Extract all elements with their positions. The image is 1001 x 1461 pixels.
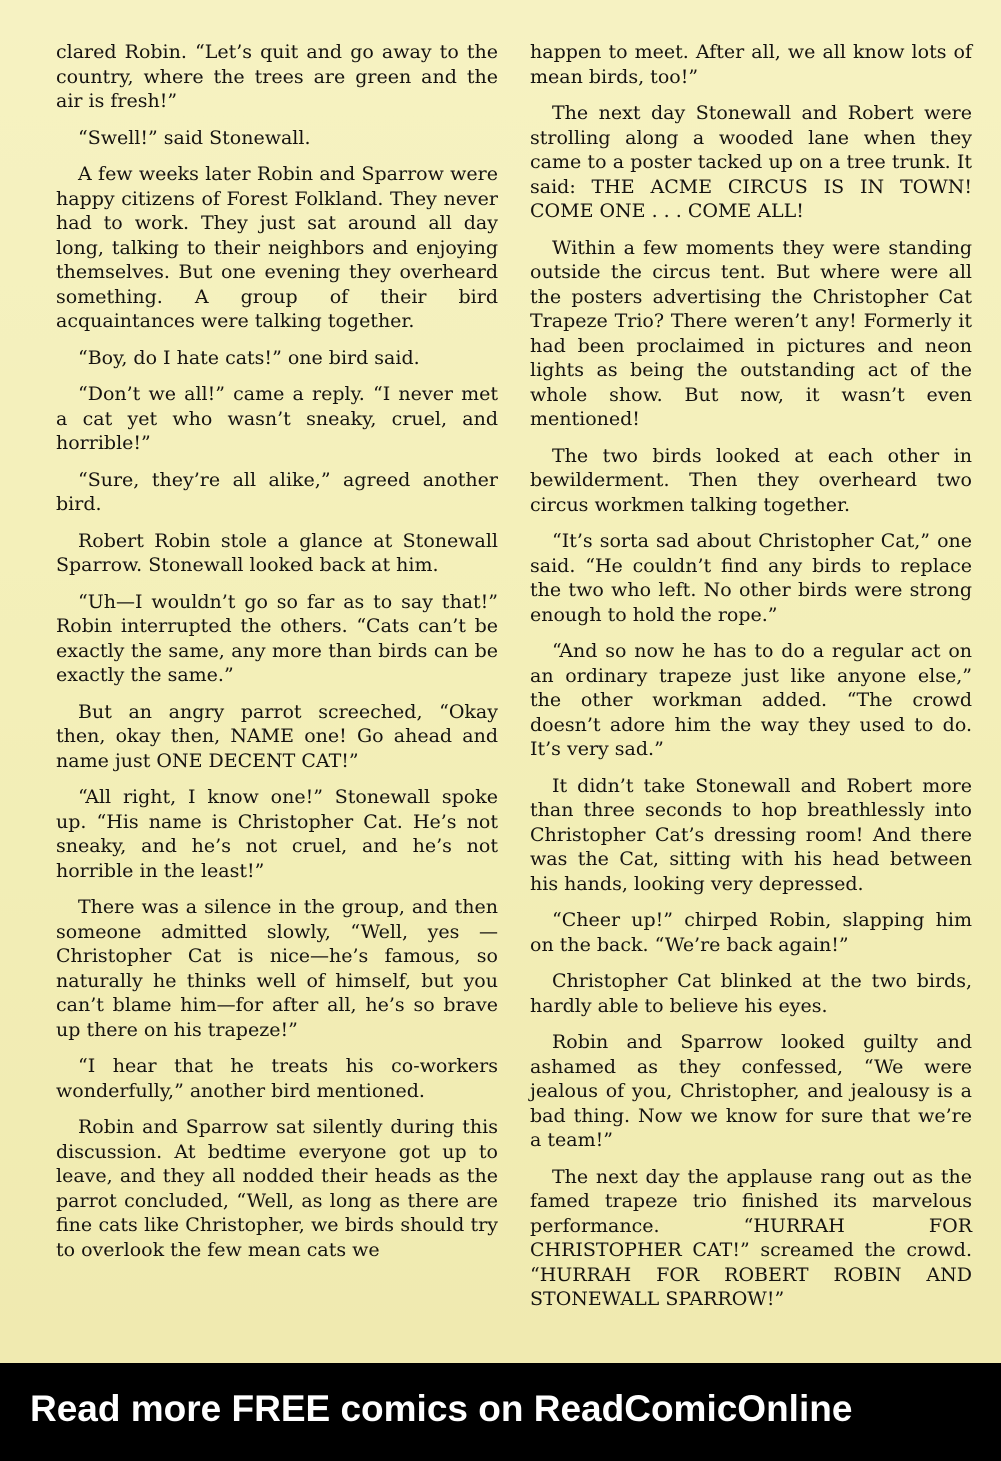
story-paragraph: “Don’t we all!” came a reply. “I never met a cat yet who wasn’t sneaky, cruel, and horrible!”	[56, 383, 498, 454]
story-paragraph: Christopher Cat blinked at the two birds, hardly able to believe his eyes.	[530, 970, 972, 1017]
story-paragraph: Robin and Sparrow looked guilty and ashamed as they confessed, “We were jealous of you, Christopher, and jealousy is a bad thing. Now we know for sure that we’re a team!”	[530, 1031, 972, 1151]
story-paragraph: The next day Stonewall and Robert were strolling along a wooded lane when they came to a poster tacked up on a tree trunk. It said: THE ACME CIRCUS IS IN TOWN! COME ONE . . . COME ALL!	[530, 102, 972, 222]
story-paragraph: A few weeks later Robin and Sparrow were happy citizens of Forest Folkland. They never had to work. They just sat around all day long, talking to their neighbors and enjoying themselves. But one evening they overheard something. A group of their bird acquaintances were talking together.	[56, 163, 498, 332]
promo-banner-text[interactable]: Read more FREE comics on ReadComicOnline	[30, 1388, 853, 1429]
story-paragraph: But an angry parrot screeched, “Okay then, okay then, NAME one! Go ahead and name just ONE DECENT CAT!”	[56, 700, 498, 772]
story-paragraph: “I hear that he treats his co-workers wonderfully,” another bird mentioned.	[56, 1055, 498, 1102]
story-paragraph: “It’s sorta sad about Christopher Cat,” one said. “He couldn’t find any birds to replace the two who left. No other birds were strong enough to hold the rope.”	[530, 530, 972, 626]
story-paragraph: The next day the applause rang out as the famed trapeze trio finished its marvelous performance. “HURRAH FOR CHRISTOPHER CAT!” screamed the crowd. “HURRAH FOR ROBERT ROBIN AND STONEWALL SPARROW!”	[530, 1165, 972, 1310]
story-paragraph: Within a few moments they were standing outside the circus tent. But where were all the posters advertising the Christopher Cat Trapeze Trio? There weren’t any! Formerly it had been proclaimed in pictures and neon lights as being the outstanding act of the whole show. But now, it wasn’t even mentioned!	[530, 236, 972, 430]
story-paragraph: clared Robin. “Let’s quit and go away to the country, where the trees are green and the air is fresh!”	[56, 41, 498, 112]
story-paragraph: “And so now he has to do a regular act on an ordinary trapeze just like anyone else,” the other workman added. “The crowd doesn’t adore him the way they used to do. It’s very sad.”	[530, 640, 972, 760]
story-paragraph: The two birds looked at each other in bewilderment. Then they overheard two circus workmen talking together.	[530, 444, 972, 516]
story-paragraph: Robin and Sparrow sat silently during this discussion. At bedtime everyone got up to leave, and they all nodded their heads as the parrot concluded, “Well, as long as there are fine cats like Christopher, we birds should try to overlook the few mean cats we	[56, 1116, 498, 1261]
left-text-column	[56, 40, 498, 1274]
story-paragraph: “Cheer up!” chirped Robin, slapping him on the back. “We’re back again!”	[530, 909, 972, 956]
story-paragraph: Robert Robin stole a glance at Stonewall Sparrow. Stonewall looked back at him.	[56, 529, 498, 576]
story-paragraph: It didn’t take Stonewall and Robert more than three seconds to hop breathlessly into Christopher Cat’s dressing room! And there was the Cat, sitting with his head between his hands, looking very depressed.	[530, 774, 972, 895]
story-paragraph: There was a silence in the group, and then someone admitted slowly, “Well, yes —Christopher Cat is nice—he’s famous, so naturally he thinks well of himself, but you can’t blame him—for after all, he’s so brave up there on his trapeze!”	[56, 896, 498, 1041]
story-paragraph: “Sure, they’re all alike,” agreed another bird.	[56, 468, 498, 515]
story-paragraph: “All right, I know one!” Stonewall spoke up. “His name is Christopher Cat. He’s not sneaky, and he’s not cruel, and he’s not horrible in the least!”	[56, 786, 498, 882]
story-paragraph: “Swell!” said Stonewall.	[78, 126, 311, 149]
story-paragraph: “Boy, do I hate cats!” one bird said.	[78, 346, 420, 369]
promo-banner[interactable]	[0, 1363, 1001, 1461]
story-paragraph: happen to meet. After all, we all know lots of mean birds, too!”	[530, 41, 972, 88]
story-paragraph: “Uh—I wouldn’t go so far as to say that!” Robin interrupted the others. “Cats can’t be exactly the same, any more than birds can be exactly the same.”	[56, 590, 498, 686]
right-text-column	[530, 40, 972, 1324]
